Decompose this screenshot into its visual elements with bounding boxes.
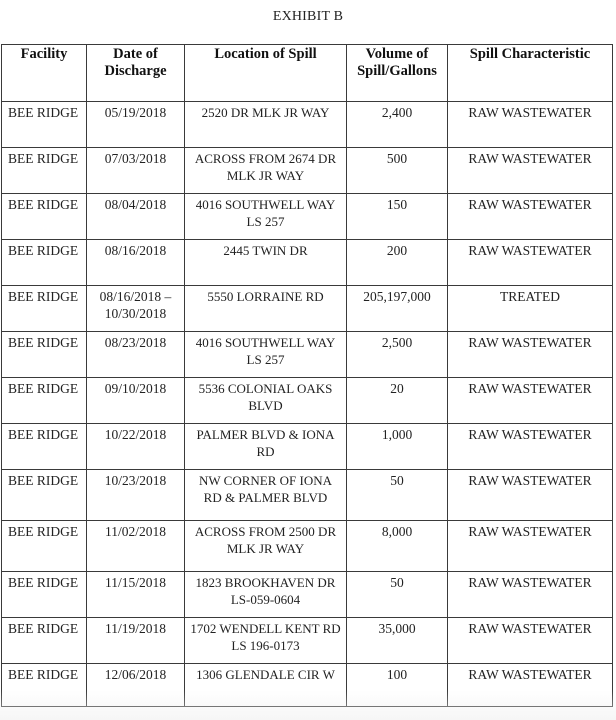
cell-characteristic: RAW WASTEWATER xyxy=(448,424,613,470)
cell-volume: 35,000 xyxy=(347,618,448,664)
header-characteristic: Spill Characteristic xyxy=(448,45,613,102)
cell-facility: BEE RIDGE xyxy=(2,572,87,618)
cell-location: 1702 WENDELL KENT RD LS 196-0173 xyxy=(185,618,347,664)
cell-date: 11/15/2018 xyxy=(87,572,185,618)
table-row xyxy=(2,521,613,572)
header-date: Date of Discharge xyxy=(87,45,185,102)
cell-volume: 100 xyxy=(347,664,448,707)
cell-date: 08/04/2018 xyxy=(87,194,185,240)
cell-facility: BEE RIDGE xyxy=(2,240,87,286)
table-row xyxy=(2,470,613,521)
cell-date: 10/22/2018 xyxy=(87,424,185,470)
cell-location: ACROSS FROM 2500 DR MLK JR WAY xyxy=(185,521,347,572)
cell-characteristic: RAW WASTEWATER xyxy=(448,664,613,707)
cell-facility: BEE RIDGE xyxy=(2,664,87,707)
table-header-row xyxy=(2,45,613,102)
cell-facility: BEE RIDGE xyxy=(2,521,87,572)
table-row xyxy=(2,572,613,618)
cell-characteristic: RAW WASTEWATER xyxy=(448,572,613,618)
cell-characteristic: RAW WASTEWATER xyxy=(448,240,613,286)
cell-date: 11/02/2018 xyxy=(87,521,185,572)
table-row xyxy=(2,102,613,148)
cell-facility: BEE RIDGE xyxy=(2,332,87,378)
cell-date: 11/19/2018 xyxy=(87,618,185,664)
table-row xyxy=(2,240,613,286)
table-row xyxy=(2,664,613,707)
cell-location: ACROSS FROM 2674 DR MLK JR WAY xyxy=(185,148,347,194)
cell-date: 08/16/2018 xyxy=(87,240,185,286)
cell-facility: BEE RIDGE xyxy=(2,102,87,148)
cell-characteristic: RAW WASTEWATER xyxy=(448,148,613,194)
cell-date: 08/16/2018 – 10/30/2018 xyxy=(87,286,185,332)
cell-facility: BEE RIDGE xyxy=(2,470,87,521)
cell-volume: 500 xyxy=(347,148,448,194)
header-location: Location of Spill xyxy=(185,45,347,102)
cell-volume: 150 xyxy=(347,194,448,240)
cell-location: NW CORNER OF IONA RD & PALMER BLVD xyxy=(185,470,347,521)
cell-location: 4016 SOUTHWELL WAY LS 257 xyxy=(185,332,347,378)
table-row xyxy=(2,332,613,378)
cell-location: 4016 SOUTHWELL WAY LS 257 xyxy=(185,194,347,240)
header-volume: Volume of Spill/Gallons xyxy=(347,45,448,102)
cell-facility: BEE RIDGE xyxy=(2,286,87,332)
cell-characteristic: RAW WASTEWATER xyxy=(448,618,613,664)
cell-volume: 50 xyxy=(347,470,448,521)
cell-characteristic: RAW WASTEWATER xyxy=(448,332,613,378)
cell-characteristic: RAW WASTEWATER xyxy=(448,194,613,240)
header-facility: Facility xyxy=(2,45,87,102)
spill-table xyxy=(1,44,613,707)
cell-characteristic: RAW WASTEWATER xyxy=(448,378,613,424)
cell-volume: 200 xyxy=(347,240,448,286)
cell-facility: BEE RIDGE xyxy=(2,194,87,240)
cell-facility: BEE RIDGE xyxy=(2,424,87,470)
cell-date: 05/19/2018 xyxy=(87,102,185,148)
cell-date: 09/10/2018 xyxy=(87,378,185,424)
cell-date: 07/03/2018 xyxy=(87,148,185,194)
cell-volume: 50 xyxy=(347,572,448,618)
table-row xyxy=(2,148,613,194)
cell-location: 5550 LORRAINE RD xyxy=(185,286,347,332)
cell-location: 1823 BROOKHAVEN DR LS-059-0604 xyxy=(185,572,347,618)
cell-facility: BEE RIDGE xyxy=(2,618,87,664)
cell-characteristic: RAW WASTEWATER xyxy=(448,521,613,572)
cell-volume: 205,197,000 xyxy=(347,286,448,332)
cell-volume: 1,000 xyxy=(347,424,448,470)
cell-facility: BEE RIDGE xyxy=(2,148,87,194)
cell-date: 08/23/2018 xyxy=(87,332,185,378)
cell-location: 2520 DR MLK JR WAY xyxy=(185,102,347,148)
cell-location: 1306 GLENDALE CIR W xyxy=(185,664,347,707)
table-row xyxy=(2,286,613,332)
cell-date: 10/23/2018 xyxy=(87,470,185,521)
cell-date: 12/06/2018 xyxy=(87,664,185,707)
cell-characteristic: RAW WASTEWATER xyxy=(448,470,613,521)
cell-characteristic: RAW WASTEWATER xyxy=(448,102,613,148)
table-row xyxy=(2,194,613,240)
cell-location: 2445 TWIN DR xyxy=(185,240,347,286)
cell-volume: 2,500 xyxy=(347,332,448,378)
cell-characteristic: TREATED xyxy=(448,286,613,332)
exhibit-title: EXHIBIT B xyxy=(272,9,344,24)
table-row xyxy=(2,424,613,470)
table-row xyxy=(2,378,613,424)
cell-volume: 8,000 xyxy=(347,521,448,572)
cell-volume: 2,400 xyxy=(347,102,448,148)
cell-facility: BEE RIDGE xyxy=(2,378,87,424)
cell-location: 5536 COLONIAL OAKS BLVD xyxy=(185,378,347,424)
cell-volume: 20 xyxy=(347,378,448,424)
table-row xyxy=(2,618,613,664)
cell-location: PALMER BLVD & IONA RD xyxy=(185,424,347,470)
